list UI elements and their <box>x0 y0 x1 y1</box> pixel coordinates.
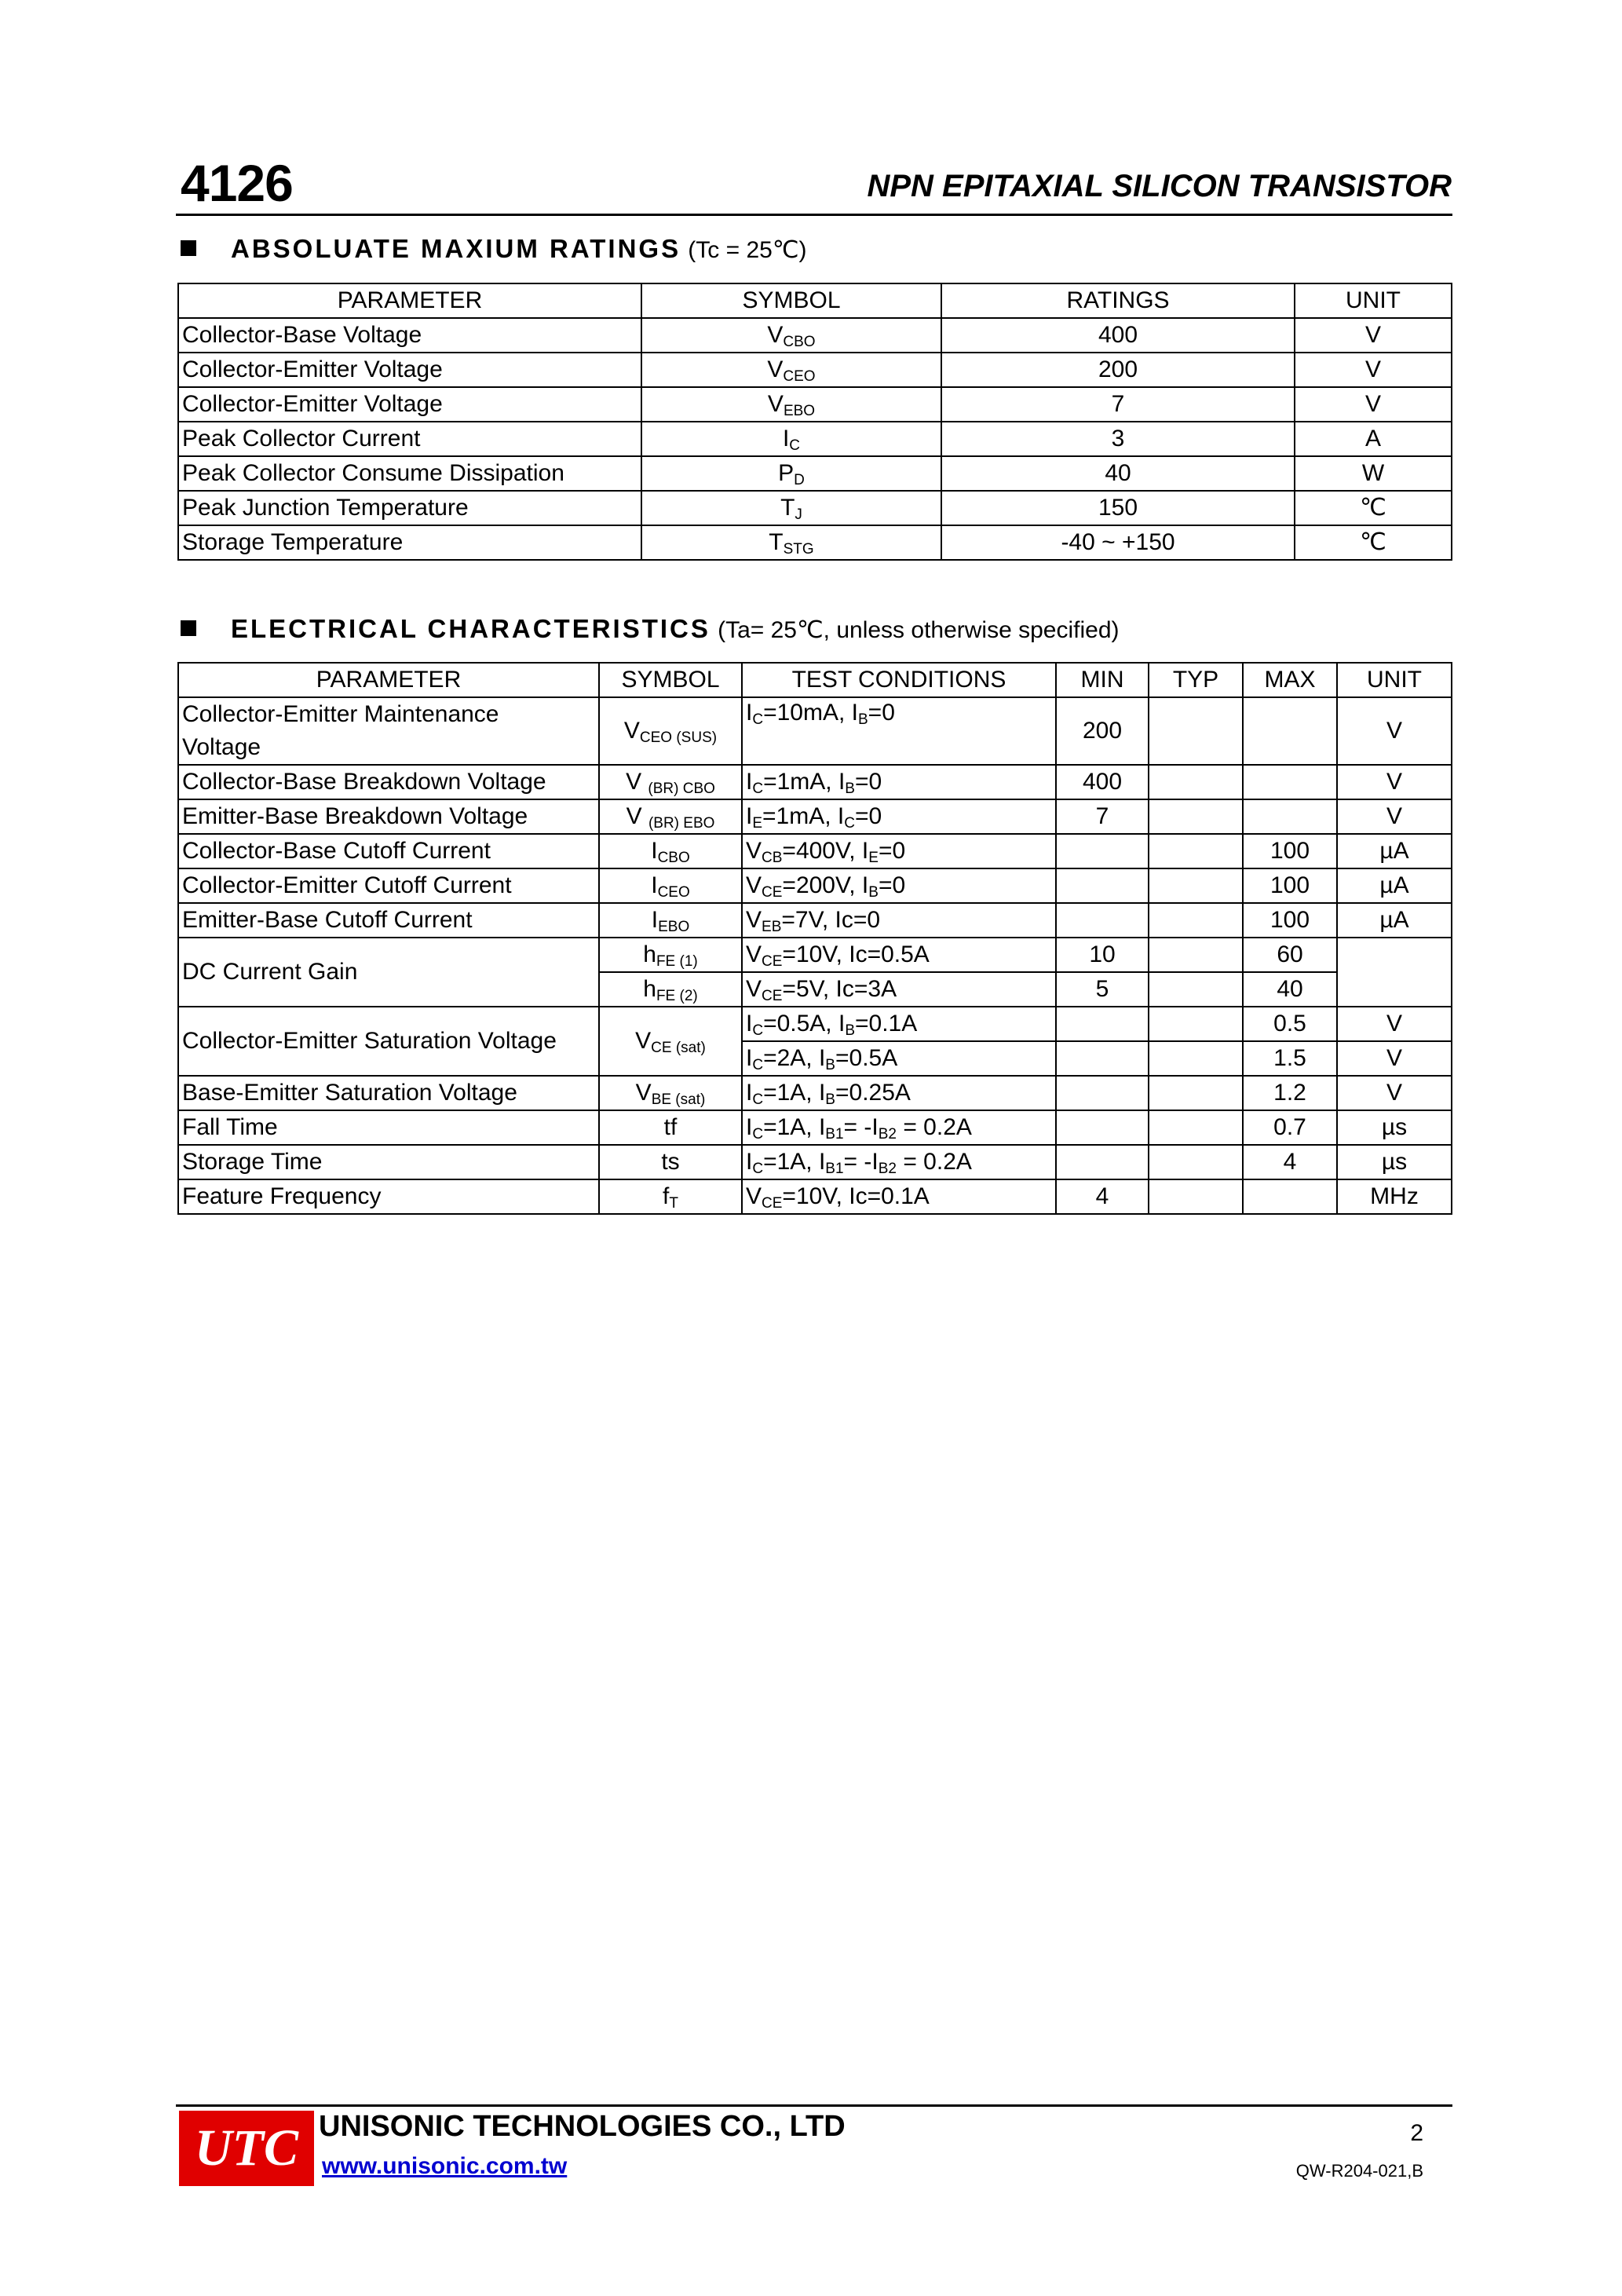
max-cell: 4 <box>1243 1145 1337 1179</box>
symbol-cell: $f_T$ <box>599 1179 742 1214</box>
unit-cell: V <box>1295 387 1452 422</box>
column-header: SYMBOL <box>641 283 941 318</box>
symbol-cell: $V_{BE (sat)}$ <box>599 1076 742 1110</box>
typ-cell <box>1149 1179 1243 1214</box>
param-cell: Base-Emitter Saturation Voltage <box>178 1076 599 1110</box>
param-cell: Storage Temperature <box>178 525 641 560</box>
typ-cell <box>1149 1076 1243 1110</box>
table-row <box>178 765 1452 799</box>
table-header-row <box>178 663 1452 697</box>
max-cell: 60 <box>1243 938 1337 972</box>
table-row <box>178 422 1452 456</box>
min-cell: 10 <box>1056 938 1149 972</box>
typ-cell <box>1149 1145 1243 1179</box>
table-row <box>178 387 1452 422</box>
symbol-cell: ts <box>599 1145 742 1179</box>
table-row <box>178 1076 1452 1110</box>
typ-cell <box>1149 1110 1243 1145</box>
unit-cell: V <box>1337 1041 1452 1076</box>
symbol-cell: V $_{(BR) EBO}$ <box>599 799 742 834</box>
unit-cell: µs <box>1337 1110 1452 1145</box>
elec-char-heading <box>181 614 1120 644</box>
symbol-cell: $I_C$ <box>641 422 941 456</box>
param-cell: Collector-Emitter Maintenance Voltage <box>178 697 599 765</box>
min-cell: 5 <box>1056 972 1149 1007</box>
param-cell: Fall Time <box>178 1110 599 1145</box>
column-header: PARAMETER <box>178 663 599 697</box>
max-cell: 100 <box>1243 834 1337 868</box>
document-title: NPN EPITAXIAL SILICON TRANSISTOR <box>867 169 1452 203</box>
test-cond-cell: $V_{CE}=200V$, $I_B=0$ <box>742 868 1056 903</box>
param-cell: Collector-Base Voltage <box>178 318 641 353</box>
table-row <box>178 525 1452 560</box>
typ-cell <box>1149 834 1243 868</box>
test-cond-cell: $V_{CE}=10V$, Ic=0.5A <box>742 938 1056 972</box>
test-cond-cell: $I_C=10mA$, $I_B=0$ <box>742 697 1056 765</box>
test-cond-cell: $I_C=0.5A$, $I_B=0.1A$ <box>742 1007 1056 1041</box>
table-row <box>178 697 1452 765</box>
symbol-cell: $h_{FE (2)}$ <box>599 972 742 1007</box>
max-cell: 100 <box>1243 903 1337 938</box>
param-cell: Collector-Emitter Voltage <box>178 387 641 422</box>
typ-cell <box>1149 799 1243 834</box>
table-row <box>178 1110 1452 1145</box>
table-row <box>178 799 1452 834</box>
min-cell <box>1056 1145 1149 1179</box>
param-cell: Peak Collector Consume Dissipation <box>178 456 641 491</box>
table-row <box>178 938 1452 972</box>
symbol-cell: $T_J$ <box>641 491 941 525</box>
max-cell: 1.5 <box>1243 1041 1337 1076</box>
min-cell: 7 <box>1056 799 1149 834</box>
param-cell: Collector-Base Breakdown Voltage <box>178 765 599 799</box>
unit-cell: V <box>1295 318 1452 353</box>
table-row <box>178 353 1452 387</box>
square-bullet-icon <box>181 620 196 636</box>
min-cell <box>1056 868 1149 903</box>
abs-max-table <box>177 283 1452 561</box>
unit-cell: V <box>1337 1076 1452 1110</box>
max-cell <box>1243 765 1337 799</box>
company-name: UNISONIC TECHNOLOGIES CO., LTD <box>319 2110 846 2143</box>
table-row <box>178 868 1452 903</box>
abs-max-condition: (Tc = 25℃) <box>688 237 807 263</box>
column-header: PARAMETER <box>178 283 641 318</box>
max-cell <box>1243 697 1337 765</box>
part-number: 4126 <box>181 154 293 212</box>
max-cell <box>1243 799 1337 834</box>
symbol-cell: $V_{CE (sat)}$ <box>599 1007 742 1076</box>
unit-cell: µA <box>1337 834 1452 868</box>
test-cond-cell: $V_{CE}=10V$, Ic=0.1A <box>742 1179 1056 1214</box>
header-divider <box>176 214 1452 216</box>
typ-cell <box>1149 1007 1243 1041</box>
column-header: SYMBOL <box>599 663 742 697</box>
test-cond-cell: $V_{EB}=7V$, Ic=0 <box>742 903 1056 938</box>
typ-cell <box>1149 1041 1243 1076</box>
typ-cell <box>1149 903 1243 938</box>
rating-cell: 3 <box>941 422 1295 456</box>
column-header: RATINGS <box>941 283 1295 318</box>
test-cond-cell: $I_E=1mA$, $I_C=0$ <box>742 799 1056 834</box>
table-row <box>178 456 1452 491</box>
column-header: MAX <box>1243 663 1337 697</box>
column-header: TEST CONDITIONS <box>742 663 1056 697</box>
unit-cell: µs <box>1337 1145 1452 1179</box>
utc-logo: UTC <box>179 2111 314 2186</box>
column-header: UNIT <box>1337 663 1452 697</box>
unit-cell: V <box>1337 1007 1452 1041</box>
typ-cell <box>1149 938 1243 972</box>
min-cell <box>1056 1007 1149 1041</box>
elec-char-condition: (Ta= 25℃, unless otherwise specified) <box>718 617 1120 643</box>
test-cond-cell: $I_C=1mA$, $I_B=0$ <box>742 765 1056 799</box>
min-cell <box>1056 903 1149 938</box>
symbol-cell: $V_{CBO}$ <box>641 318 941 353</box>
test-cond-cell: $V_{CB}=400V$, $I_E=0$ <box>742 834 1056 868</box>
symbol-cell: $h_{FE (1)}$ <box>599 938 742 972</box>
param-cell: Collector-Emitter Cutoff Current <box>178 868 599 903</box>
symbol-cell: tf <box>599 1110 742 1145</box>
typ-cell <box>1149 697 1243 765</box>
param-cell: Peak Collector Current <box>178 422 641 456</box>
symbol-cell: $I_{EBO}$ <box>599 903 742 938</box>
min-cell <box>1056 1110 1149 1145</box>
test-cond-cell: $I_C=1A$, $I_{B1}= -I_{B2} = 0.2A$ <box>742 1110 1056 1145</box>
max-cell: 0.5 <box>1243 1007 1337 1041</box>
typ-cell <box>1149 868 1243 903</box>
symbol-cell: $I_{CEO}$ <box>599 868 742 903</box>
test-cond-cell: $I_C=2A$, $I_B=0.5A$ <box>742 1041 1056 1076</box>
column-header: TYP <box>1149 663 1243 697</box>
unit-cell: µA <box>1337 903 1452 938</box>
rating-cell: -40 ~ +150 <box>941 525 1295 560</box>
param-cell: Feature Frequency <box>178 1179 599 1214</box>
square-bullet-icon <box>181 240 196 256</box>
unit-cell: W <box>1295 456 1452 491</box>
table-row <box>178 834 1452 868</box>
min-cell <box>1056 1041 1149 1076</box>
symbol-cell: $I_{CBO}$ <box>599 834 742 868</box>
column-header: MIN <box>1056 663 1149 697</box>
min-cell: 200 <box>1056 697 1149 765</box>
unit-cell: A <box>1295 422 1452 456</box>
min-cell: 400 <box>1056 765 1149 799</box>
rating-cell: 400 <box>941 318 1295 353</box>
table-row <box>178 1179 1452 1214</box>
max-cell: 40 <box>1243 972 1337 1007</box>
unit-cell: ℃ <box>1295 525 1452 560</box>
symbol-cell: V $_{(BR) CBO}$ <box>599 765 742 799</box>
document-reference: QW-R204-021,B <box>1295 2161 1423 2181</box>
symbol-cell: $T_{STG}$ <box>641 525 941 560</box>
symbol-cell: $V_{EBO}$ <box>641 387 941 422</box>
symbol-cell: $V_{CEO (SUS)}$ <box>599 697 742 765</box>
symbol-cell: $P_D$ <box>641 456 941 491</box>
rating-cell: 150 <box>941 491 1295 525</box>
param-cell: DC Current Gain <box>178 938 599 1007</box>
param-cell: Collector-Base Cutoff Current <box>178 834 599 868</box>
website-link[interactable]: www.unisonic.com.tw <box>322 2153 568 2179</box>
unit-cell: ℃ <box>1295 491 1452 525</box>
min-cell <box>1056 834 1149 868</box>
table-row <box>178 1145 1452 1179</box>
unit-cell: µA <box>1337 868 1452 903</box>
unit-cell: V <box>1337 697 1452 765</box>
unit-cell: V <box>1337 799 1452 834</box>
table-row <box>178 1007 1452 1041</box>
param-cell: Emitter-Base Breakdown Voltage <box>178 799 599 834</box>
min-cell: 4 <box>1056 1179 1149 1214</box>
max-cell <box>1243 1179 1337 1214</box>
elec-char-title: ELECTRICAL CHARACTERISTICS <box>231 614 711 643</box>
param-cell: Collector-Emitter Saturation Voltage <box>178 1007 599 1076</box>
unit-cell: V <box>1337 765 1452 799</box>
footer-divider <box>176 2104 1452 2107</box>
unit-cell <box>1337 938 1452 1007</box>
typ-cell <box>1149 972 1243 1007</box>
max-cell: 0.7 <box>1243 1110 1337 1145</box>
abs-max-title: ABSOLUATE MAXIUM RATINGS <box>231 234 681 263</box>
symbol-cell: $V_{CEO}$ <box>641 353 941 387</box>
max-cell: 100 <box>1243 868 1337 903</box>
param-cell: Emitter-Base Cutoff Current <box>178 903 599 938</box>
rating-cell: 7 <box>941 387 1295 422</box>
abs-max-heading <box>181 234 807 264</box>
test-cond-cell: $I_C=1A$, $I_B=0.25A$ <box>742 1076 1056 1110</box>
test-cond-cell: $V_{CE}=5V$, Ic=3A <box>742 972 1056 1007</box>
max-cell: 1.2 <box>1243 1076 1337 1110</box>
param-cell: Collector-Emitter Voltage <box>178 353 641 387</box>
table-row <box>178 491 1452 525</box>
rating-cell: 40 <box>941 456 1295 491</box>
table-row <box>178 318 1452 353</box>
elec-char-table <box>177 662 1452 1215</box>
typ-cell <box>1149 765 1243 799</box>
test-cond-cell: $I_C=1A$, $I_{B1}= -I_{B2} = 0.2A$ <box>742 1145 1056 1179</box>
param-cell: Peak Junction Temperature <box>178 491 641 525</box>
table-header-row <box>178 283 1452 318</box>
rating-cell: 200 <box>941 353 1295 387</box>
min-cell <box>1056 1076 1149 1110</box>
unit-cell: MHz <box>1337 1179 1452 1214</box>
column-header: UNIT <box>1295 283 1452 318</box>
table-row <box>178 903 1452 938</box>
unit-cell: V <box>1295 353 1452 387</box>
param-cell: Storage Time <box>178 1145 599 1179</box>
page-number: 2 <box>1410 2120 1423 2146</box>
